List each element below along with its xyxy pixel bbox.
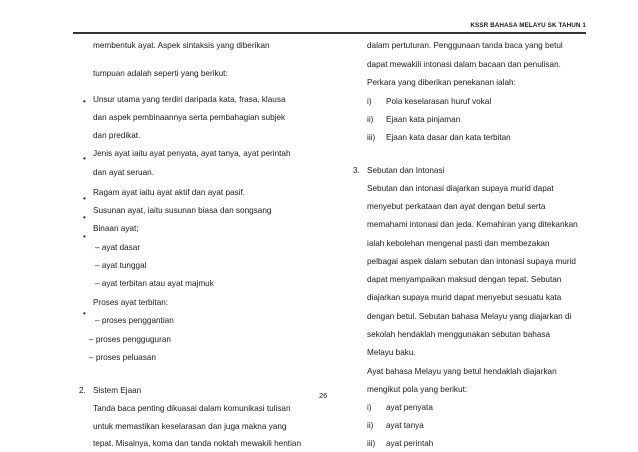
section-3-line-11: Ayat bahasa Melayu yang betul hendaklah diajarkan [367,367,557,376]
bullet-6: Proses ayat terbitan: [93,298,169,308]
intro-line-2: tumpuan adalah seperti yang berikut: [93,68,228,78]
bullet-icon: • [83,232,86,241]
bullet-icon: • [83,213,86,222]
roman-2-number: ii) [367,114,374,124]
list-2-text: ayat tanya [386,421,424,430]
section-3-title: Sebutan dan Intonasi [367,165,445,175]
header-title: KSSR BAHASA MELAYU SK TAHUN 1 [470,22,586,29]
list-3-number: iii) [367,439,376,448]
section-3-line-10: Melayu baku. [367,348,416,358]
section-3-line-8: dengan betul. Sebutan bahasa Melayu yang diajarkan di [367,311,572,321]
list-1-text: ayat penyata [386,403,433,412]
list-2-number: ii) [367,421,374,430]
roman-1-number: i) [367,96,372,106]
section-2-number: 2. [79,385,86,395]
section-3-line-3: memahami intonasi dan jeda. Kemahiran yang ditekankan [367,220,578,230]
list-1-number: i) [367,403,372,412]
section-3-number: 3. [353,165,360,175]
bullet-icon: • [83,154,86,163]
bullet-5: Binaan ayat; [93,224,139,234]
page-number: 26 [319,391,328,400]
page-header [73,9,586,34]
bullet-3: Ragam ayat iaitu ayat aktif dan ayat pasif. [93,187,246,197]
bullet-4: Susunan ayat, iaitu susunan biasa dan songsang [93,206,272,216]
section-3-line-4: ialah kebolehan mengenal pasti dan membezakan [367,238,550,248]
bullet-1-line-3: dan predikat. [93,131,141,141]
section-3-line-6: dapat menyampaikan maksud dengan tepat. Sebutan [367,275,562,285]
section-2-line-1: Tanda baca penting dikuasai dalam komunikasi tulisan [93,403,291,413]
roman-3-text: Ejaan kata dasar dan kata terbitan [386,133,511,143]
section-2-title: Sistem Ejaan [93,385,142,395]
roman-2-text: Ejaan kata pinjaman [386,114,461,124]
bullet-5-sub-3: – ayat terbitan atau ayat majmuk [95,279,214,289]
section-3-line-2: menyebut perkataan dan ayat dengan betul serta [367,202,546,212]
bullet-icon: • [83,194,86,203]
para-1-line-1: dalam pertuturan. Penggunaan tanda baca yang betul [367,40,563,50]
roman-1-text: Pola keselarasan huruf vokal [386,96,492,106]
section-3-line-12: mengikut pola yang berikut: [367,385,468,394]
bullet-1-line-2: dan aspek pembinaannya serta pembahagian subjek [93,112,286,122]
para-1-line-2: dapat mewakili intonasi dalam bacaan dan penulisan. [367,60,561,70]
bullet-5-sub-2: – ayat tunggal [95,260,147,270]
section-3-line-7: diajarkan supaya murid dapat menyebut sesuatu kata [367,293,562,303]
list-3-text: ayat perintah [386,439,434,448]
bullet-2-line-2: dan ayat seruan. [93,167,154,177]
bullet-5-sub-1: – ayat dasar [95,242,141,252]
section-3-line-5: pelbagai aspek dalam sebutan dan intonasi supaya murid [367,256,576,266]
bullet-1-line-1: Unsur utama yang terdiri daripada kata, frasa, klausa [93,94,286,104]
intro-line-1: membentuk ayat. Aspek sintaksis yang diberikan [93,40,270,50]
section-3-line-1: Sebutan dan intonasi diajarkan supaya murid dapat [367,184,554,193]
bullet-6-sub-2: – proses pengguguran [89,334,171,344]
bullet-icon: • [83,97,86,106]
bullet-6-sub-3: – proses peluasan [89,352,156,362]
section-2-line-2: untuk memastikan keselarasan dan juga makna yang [93,422,287,432]
bullet-6-sub-1: – proses penggantian [95,316,174,326]
bullet-icon: • [83,309,86,318]
roman-3-number: iii) [367,133,376,143]
section-2-line-3: tepat. Misalnya, koma dan tanda noktah mewakili hentian [93,439,301,448]
para-1-line-3: Perkara yang diberikan penekanan ialah: [367,78,516,88]
section-3-line-9: sekolah hendaklah menggunakan sebutan bahasa [367,329,550,339]
bullet-2-line-1: Jenis ayat iaitu ayat penyata, ayat tanya, ayat perintah [93,149,291,159]
